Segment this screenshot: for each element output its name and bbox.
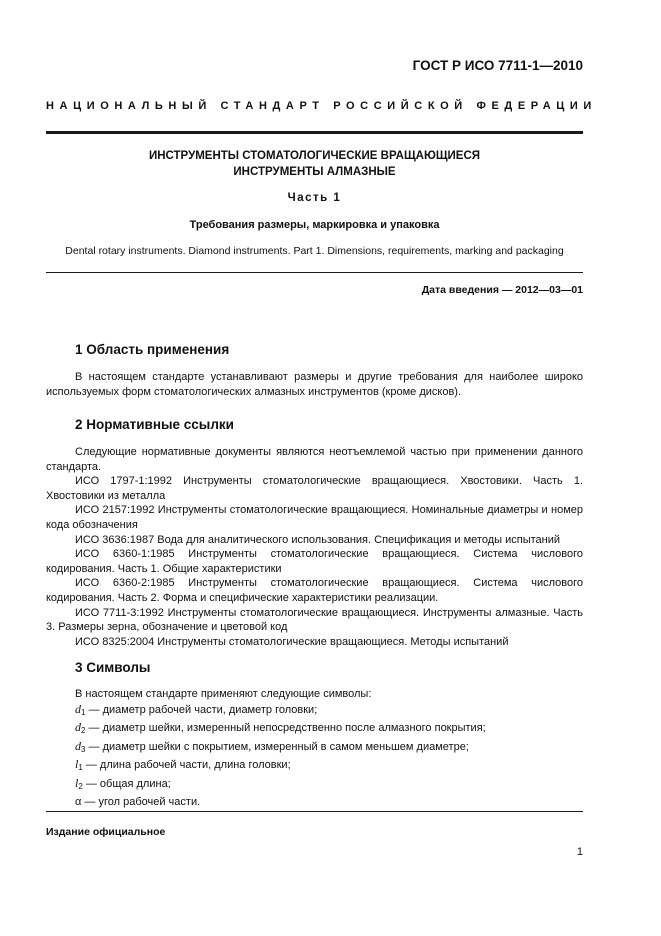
document-subtitle: Требования размеры, маркировка и упаковка	[189, 219, 440, 231]
section-1-paragraph: В настоящем стандарте устанавливают размеры и другие требования для наиболее широко используемых форм стоматологических алмазных инструментов (кроме дисков).	[46, 371, 583, 398]
symbol-item: α — угол рабочей части.	[75, 795, 201, 808]
section-1-heading: 1 Область применения	[75, 342, 230, 357]
official-edition-label: Издание официальное	[46, 826, 166, 838]
symbol-item: $d_1$ — диаметр рабочей части, диаметр головки;	[75, 701, 318, 717]
document-code: ГОСТ Р ИСО 7711-1—2010	[412, 58, 583, 73]
footer-divider	[46, 811, 583, 812]
english-title: Dental rotary instruments. Diamond instruments. Part 1. Dimensions, requirements, marking and packaging	[65, 245, 564, 257]
symbol-item: $l_2$ — общая длина;	[75, 775, 171, 791]
part-label: Часть 1	[287, 192, 342, 204]
section-3-body	[46, 687, 583, 812]
introduction-date: Дата введения — 2012—03—01	[421, 284, 583, 296]
section-3-heading: 3 Символы	[75, 660, 151, 675]
reference-item: ИСО 2157:1992 Инструменты стоматологические вращающиеся. Номинальные диаметры и номер кода обозначения	[46, 504, 583, 531]
document-title	[46, 148, 583, 180]
header-divider	[46, 131, 583, 134]
title-line-1: ИНСТРУМЕНТЫ СТОМАТОЛОГИЧЕСКИЕ ВРАЩАЮЩИЕСЯ	[148, 150, 481, 162]
reference-item: ИСО 1797-1:1992 Инструменты стоматологические вращающиеся. Хвостовики. Часть 1. Хвостовики из металла	[46, 475, 583, 502]
section-3-intro: В настоящем стандарте применяют следующие символы:	[75, 688, 372, 700]
symbol-item: $d_3$ — диаметр шейки с покрытием, измеренный в самом меньшем диаметре;	[75, 738, 469, 754]
section-2-body	[46, 445, 583, 649]
reference-item: ИСО 6360-2:1985 Инструменты стоматологические вращающиеся. Система числового кодирования. Часть 2. Форма и специфические характеристики реализации.	[46, 577, 583, 604]
national-standard-banner: НАЦИОНАЛЬНЫЙ СТАНДАРТ РОССИЙСКОЙ ФЕДЕРАЦИИ	[46, 100, 597, 112]
reference-item: ИСО 6360-1:1985 Инструменты стоматологические вращающиеся. Система числового кодирования. Часть 1. Общие характеристики	[46, 548, 583, 575]
reference-item: ИСО 3636:1987 Вода для аналитического использования. Спецификация и методы испытаний	[75, 533, 560, 546]
symbol-item: $d_2$ — диаметр шейки, измеренный непосредственно после алмазного покрытия;	[75, 720, 486, 736]
section-1-body	[46, 370, 583, 399]
symbol-item: $l_1$ — длина рабочей части, длина головки;	[75, 757, 291, 773]
section-2-intro: Следующие нормативные документы являются неотъемлемой частью при применении данного стандарта.	[46, 446, 583, 473]
page-number: 1	[576, 846, 583, 858]
title-divider	[46, 272, 583, 273]
section-2-heading: 2 Нормативные ссылки	[75, 417, 234, 432]
title-line-2: ИНСТРУМЕНТЫ АЛМАЗНЫЕ	[233, 166, 396, 178]
reference-item: ИСО 8325:2004 Инструменты стоматологические вращающиеся. Методы испытаний	[75, 635, 509, 648]
reference-item: ИСО 7711-3:1992 Инструменты стоматологические вращающиеся. Инструменты алмазные. Часть 3. Размеры зерна, обозначение и цветовой код	[46, 606, 583, 634]
